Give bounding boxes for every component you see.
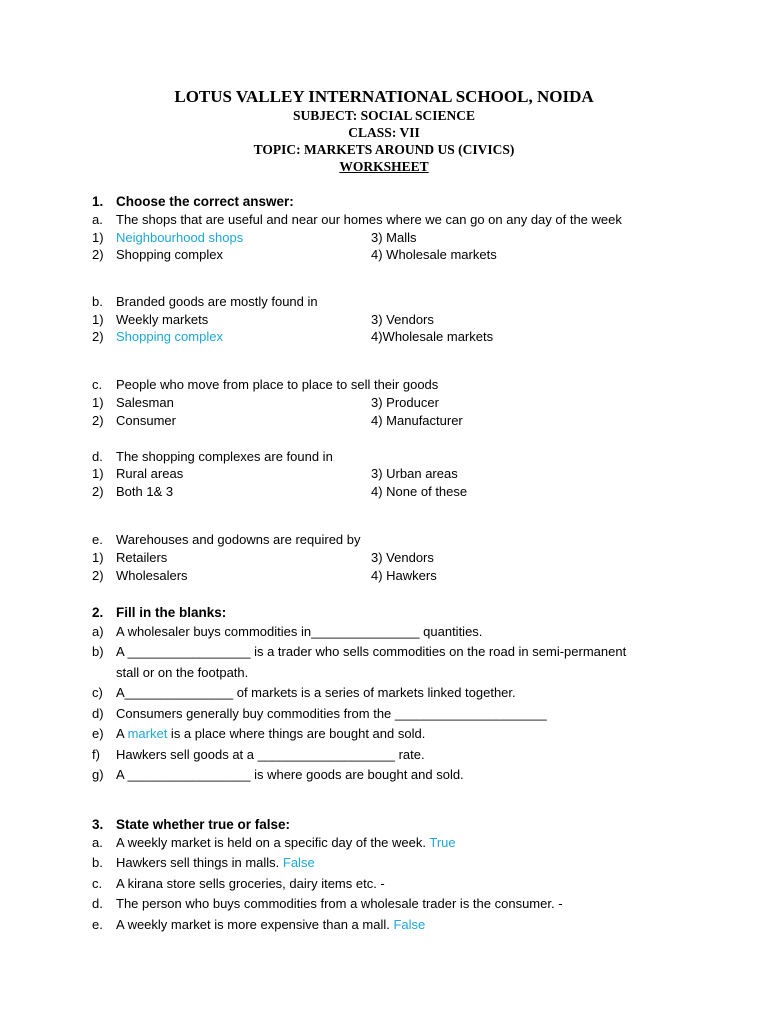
option: Consumer [116,413,176,428]
option: 3) Vendors [371,550,434,565]
option-marker: 2) [92,247,104,262]
option-marker: 1) [92,312,104,327]
item-text: Hawkers sell goods at a ___________________ rate. [116,747,425,762]
question-marker: d. [92,449,103,464]
answer-text: True [429,835,456,850]
statement: A kirana store sells groceries, dairy items etc. - [116,876,385,891]
option: 3) Vendors [371,312,434,327]
option-marker: 1) [92,230,104,245]
subject-line: SUBJECT: SOCIAL SCIENCE [292,108,476,123]
topic-line: TOPIC: MARKETS AROUND US (CIVICS) [253,142,515,157]
answer-text: market [127,726,168,741]
option: 4)Wholesale markets [371,329,494,344]
question-text: Warehouses and godowns are required by [116,532,361,547]
item-text: A _________________ is a trader who sells commodities on the road in semi-permanent [116,644,627,659]
option: 3) Malls [371,230,417,245]
item-text [116,834,456,851]
question-marker: a. [92,212,103,227]
item-text [116,725,425,742]
item-text: A_______________ of markets is a series of markets linked together. [116,685,516,700]
question-text: People who move from place to place to sell their goods [116,377,439,392]
item-prefix: A [116,726,128,741]
option: Salesman [116,395,174,410]
option: 4) Wholesale markets [371,247,497,262]
question-marker: e. [92,532,103,547]
section-number: 1. [92,194,104,209]
item-marker: a. [92,835,103,850]
item-text: A wholesaler buys commodities in_______________ quantities. [116,624,483,639]
option: Wholesalers [116,568,188,583]
question-text: The shops that are useful and near our homes where we can go on any day of the week [116,212,622,227]
item-marker: c) [92,685,103,700]
question-text: The shopping complexes are found in [116,449,333,464]
item-text: A _________________ is where goods are bought and sold. [116,767,464,782]
school-name: LOTUS VALLEY INTERNATIONAL SCHOOL, NOIDA [174,87,594,106]
item-marker: d) [92,706,104,721]
item-text [116,854,315,871]
item-marker: g) [92,767,104,782]
option-marker: 2) [92,568,104,583]
option-marker: 2) [92,413,104,428]
section-number: 2. [92,605,104,620]
option: Retailers [116,550,168,565]
statement: Hawkers sell things in malls. [116,855,283,870]
option: Rural areas [116,466,184,481]
option: Weekly markets [116,312,209,327]
option: Shopping complex [116,247,223,262]
item-suffix: is a place where things are bought and sold. [167,726,426,741]
section-title: Fill in the blanks: [116,605,227,620]
item-marker: b. [92,855,103,870]
option: 3) Producer [371,395,439,410]
item-marker: e) [92,726,104,741]
option-answer: Neighbourhood shops [116,230,244,245]
item-marker: d. [92,896,103,911]
option: 4) Hawkers [371,568,437,583]
option-marker: 2) [92,329,104,344]
item-marker: b) [92,644,104,659]
section-title: State whether true or false: [116,817,291,832]
question-marker: b. [92,294,103,309]
item-text [116,916,425,933]
item-marker: e. [92,917,103,932]
item-text: stall or on the footpath. [116,665,249,680]
item-marker: c. [92,876,103,891]
statement: A weekly market is more expensive than a mall. [116,917,394,932]
option-marker: 1) [92,466,104,481]
answer-text: False [393,917,426,932]
option: 4) Manufacturer [371,413,463,428]
option: 4) None of these [371,484,468,499]
answer-text: False [282,855,315,870]
section-number: 3. [92,817,104,832]
question-marker: c. [92,377,103,392]
item-marker: a) [92,624,104,639]
class-line: CLASS: VII [348,125,420,140]
option-answer: Shopping complex [116,329,223,344]
item-marker: f) [92,747,100,762]
statement: The person who buys commodities from a wholesale trader is the consumer. - [116,896,563,911]
item-text: Consumers generally buy commodities from the _____________________ [116,706,547,721]
option: Both 1& 3 [116,484,174,499]
section-title: Choose the correct answer: [116,194,294,209]
option-marker: 1) [92,550,104,565]
option-marker: 1) [92,395,104,410]
option-marker: 2) [92,484,104,499]
question-text: Branded goods are mostly found in [116,294,318,309]
worksheet-title: WORKSHEET [339,159,429,174]
statement: A weekly market is held on a specific day of the week. [116,835,430,850]
option: 3) Urban areas [371,466,458,481]
